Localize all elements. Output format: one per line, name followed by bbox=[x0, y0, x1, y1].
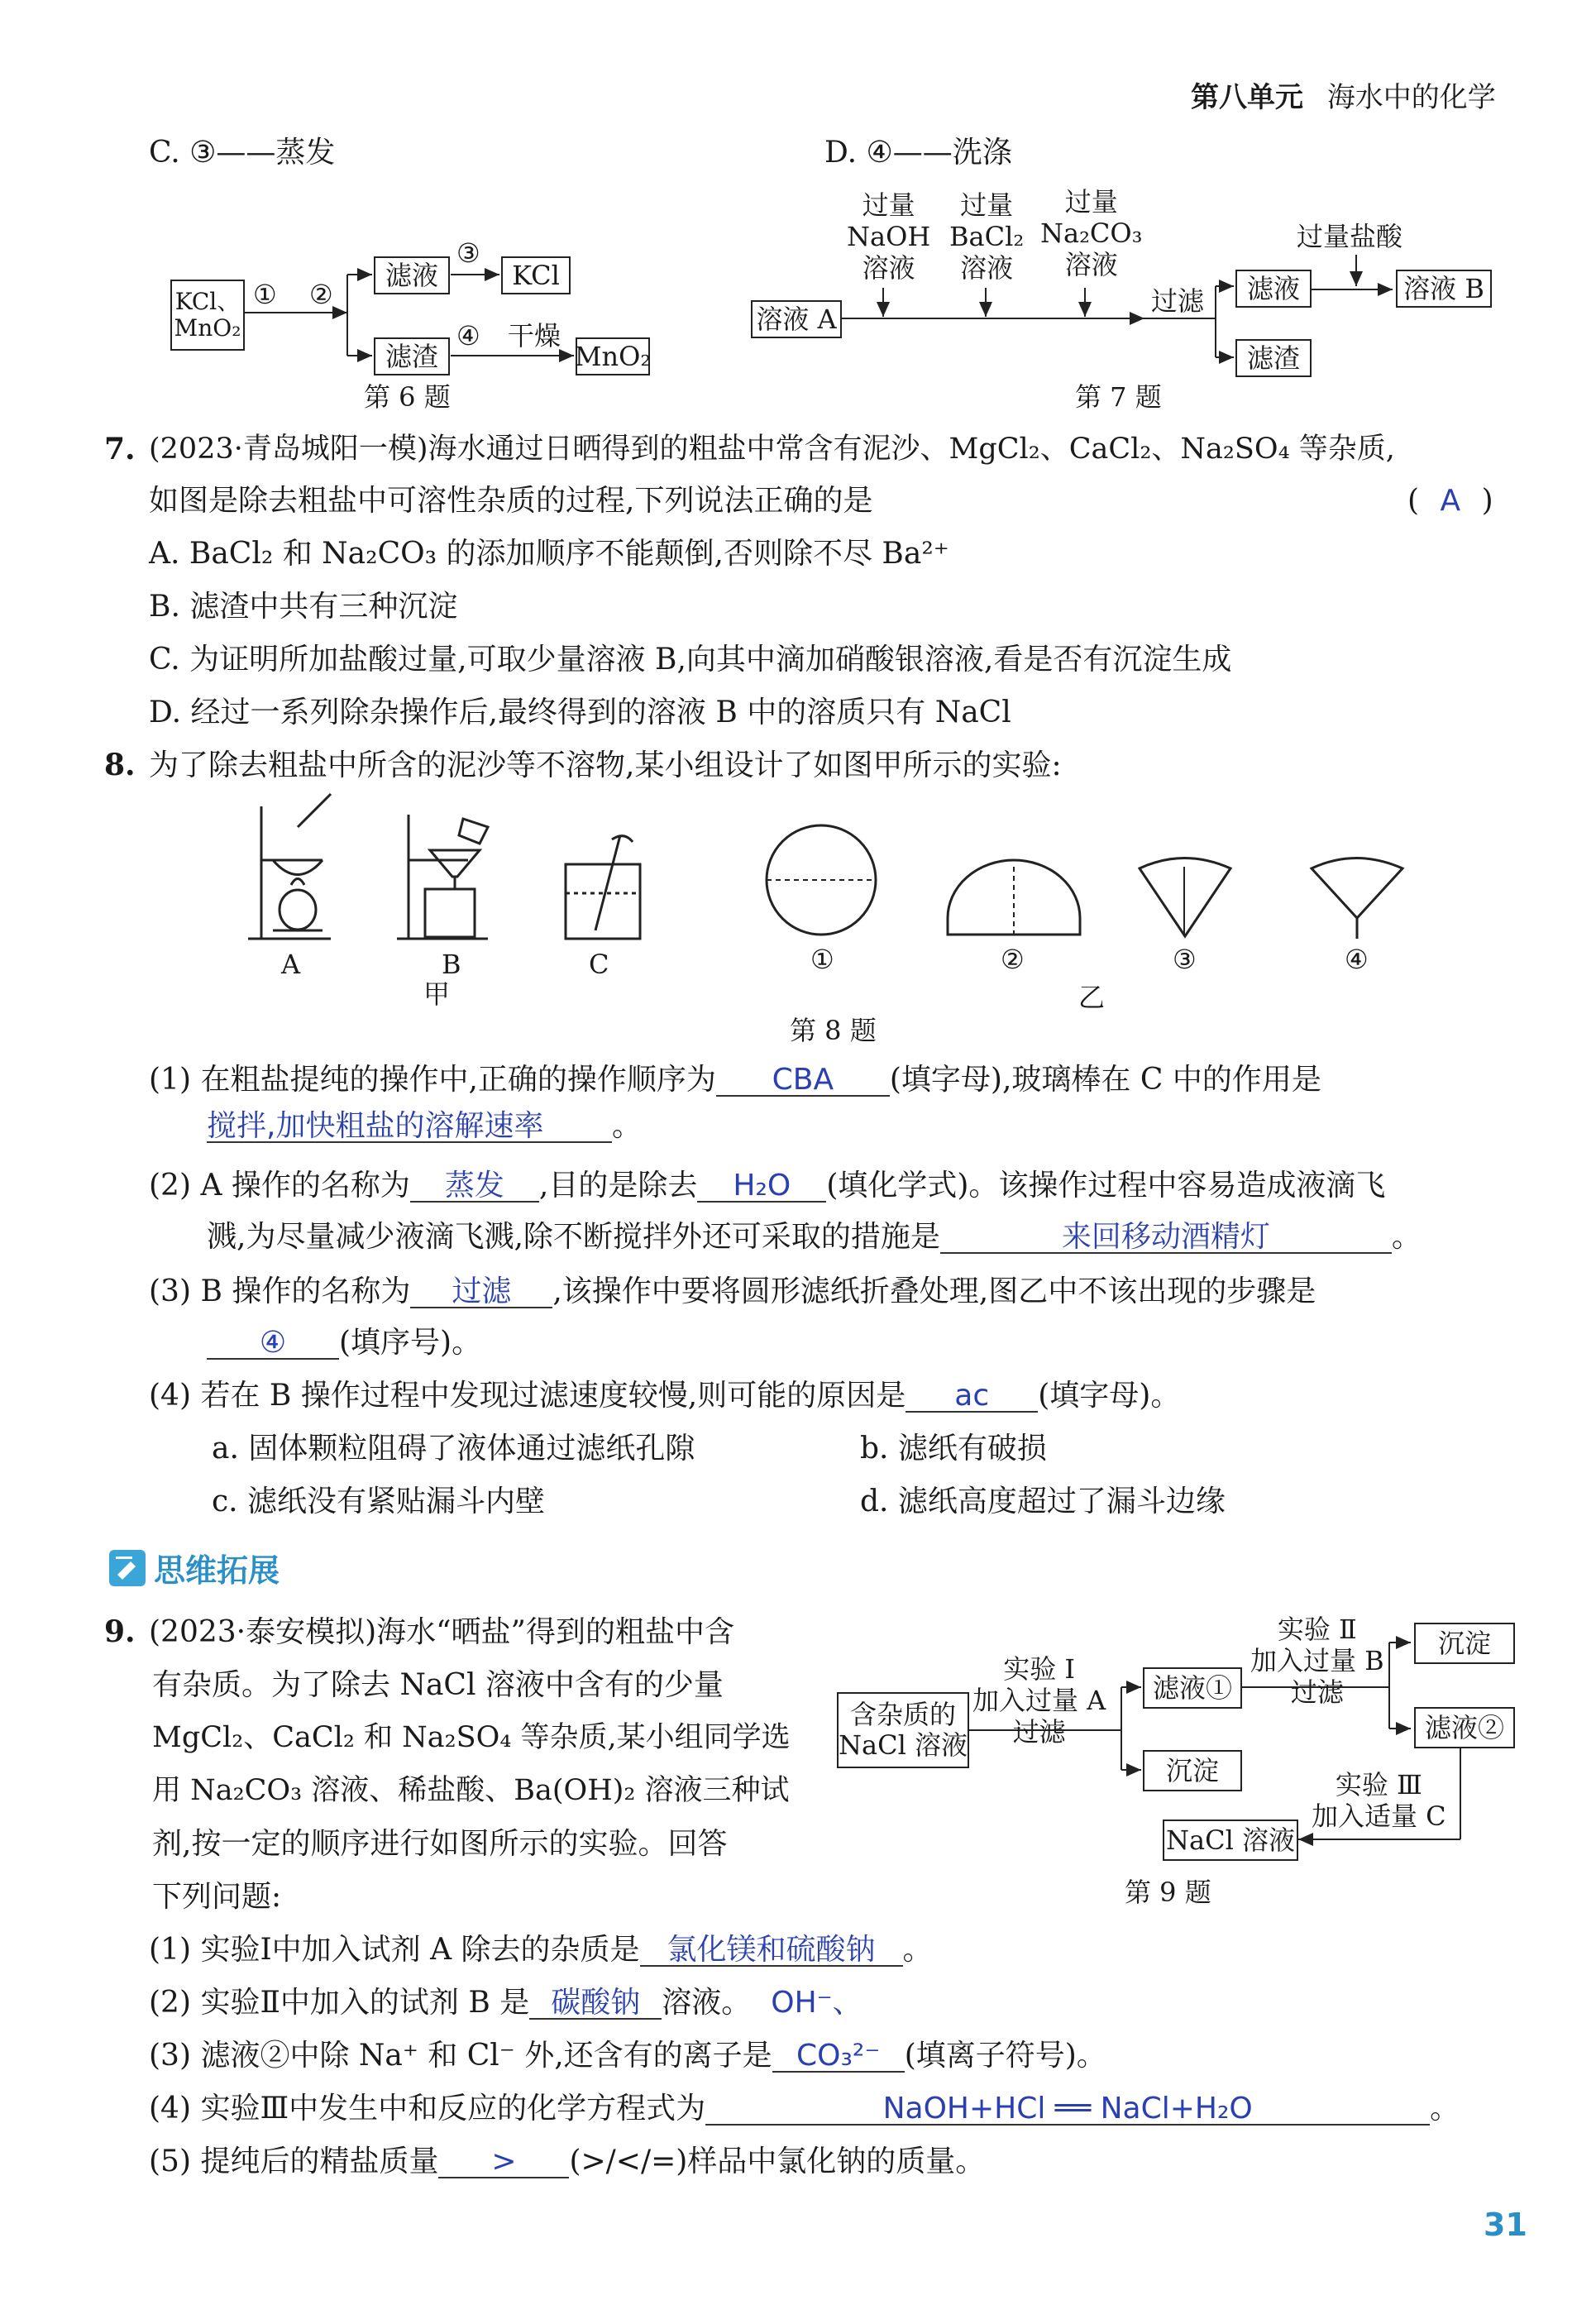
fig6-filtrate-box: 滤液 bbox=[374, 256, 450, 294]
q9-p5-text-a: (5) 提纯后的精盐质量 bbox=[149, 2145, 439, 2178]
fig9-exp1-line1: 实验 Ⅰ bbox=[1003, 1653, 1076, 1685]
fig8-label-jia: 甲 bbox=[423, 978, 451, 1010]
fig9-filtrate1-box: 滤液① bbox=[1143, 1667, 1242, 1709]
fig7-reagent2-line1: 过量 bbox=[960, 189, 1014, 221]
q8-p3-text-c: (填序号)。 bbox=[339, 1326, 482, 1360]
q9-part5 bbox=[149, 2144, 985, 2179]
q9-p4-answer: NaOH+HCl ══ NaCl+H₂O bbox=[882, 2092, 1253, 2126]
q7-option-b: B. 滤渣中共有三种沉淀 bbox=[149, 590, 458, 624]
section-title: 思维拓展 bbox=[154, 1552, 280, 1589]
fig7-reagent3-line1: 过量 bbox=[1064, 186, 1118, 218]
fig9-exp2-line1: 实验 Ⅱ bbox=[1277, 1614, 1357, 1645]
q9-p4-text: (4) 实验Ⅲ中发生中和反应的化学方程式为 bbox=[149, 2092, 706, 2126]
fig9-caption: 第 9 题 bbox=[1125, 1877, 1211, 1908]
fig6-step2: ② bbox=[309, 279, 333, 310]
q8-p2-answer1: 蒸发 bbox=[444, 1169, 504, 1203]
fig7-residue-box: 滤渣 bbox=[1235, 339, 1312, 377]
q9-stem-line4: 用 Na₂CO₃ 溶液、稀盐酸、Ba(OH)₂ 溶液三种试 bbox=[152, 1774, 790, 1807]
fig9-exp1-line3: 过滤 bbox=[1012, 1715, 1066, 1748]
q9-p5-text-b: (>/</=)样品中氯化钠的质量。 bbox=[569, 2145, 986, 2178]
fig8-step3: ③ bbox=[1173, 944, 1197, 975]
q8-p2-text-b: ,目的是除去 bbox=[538, 1169, 698, 1203]
q8-p2-end: 。 bbox=[1391, 1220, 1422, 1254]
q9-p3-answer: CO₃²⁻ bbox=[796, 2039, 881, 2073]
q7-stem-line2: 如图是除去粗盐中可溶性杂质的过程,下列说法正确的是 bbox=[149, 484, 873, 518]
q9-part4 bbox=[149, 2091, 1460, 2126]
q9-p3-blank bbox=[772, 2038, 905, 2073]
fig7-hcl: 过量盐酸 bbox=[1297, 221, 1403, 252]
q8-p4-text-a: (4) 若在 B 操作过程中发现过滤速度较慢,则可能的原因是 bbox=[149, 1379, 906, 1413]
fig9-precip2-box: 沉淀 bbox=[1414, 1623, 1515, 1664]
fig6-residue-box: 滤渣 bbox=[374, 337, 450, 375]
q8-p4-option-b: b. 滤纸有破损 bbox=[860, 1432, 1047, 1466]
fig8-label-yi: 乙 bbox=[1078, 982, 1106, 1013]
fig7-reagent1-line1: 过量 bbox=[862, 189, 915, 221]
unit-title: 海水中的化学 bbox=[1326, 81, 1496, 114]
fig7-solution-a-box: 溶液 A bbox=[751, 300, 842, 338]
fig6-step4: ④ bbox=[456, 320, 480, 351]
fig8-label-a: A bbox=[281, 949, 301, 980]
q9-part3 bbox=[149, 2038, 1106, 2073]
fig9-start-line2: NaCl 溶液 bbox=[839, 1729, 968, 1761]
fig8-step2: ② bbox=[1001, 944, 1025, 975]
q8-p1-answer1: CBA bbox=[772, 1063, 834, 1097]
q9-stem-line6: 下列问题: bbox=[152, 1880, 282, 1914]
fig9-exp3-line1: 实验 Ⅲ bbox=[1335, 1769, 1422, 1800]
q7-paren-left: ( bbox=[1407, 484, 1420, 518]
fig9-exp1-line2: 加入过量 A bbox=[972, 1684, 1106, 1716]
q8-number: 8. bbox=[104, 748, 136, 782]
q7-option-d: D. 经过一系列除杂操作后,最终得到的溶液 B 中的溶质只有 NaCl bbox=[149, 696, 1011, 729]
q9-p5-blank bbox=[438, 2144, 569, 2178]
q8-p1-text-b: (填字母),玻璃棒在 C 中的作用是 bbox=[889, 1063, 1321, 1097]
fig6-step1: ① bbox=[253, 279, 277, 310]
q9-part2 bbox=[149, 1985, 863, 2020]
q8-p4-text-b: (填字母)。 bbox=[1038, 1379, 1181, 1413]
fig8-caption: 第 8 题 bbox=[790, 1015, 877, 1046]
fig9-exp2 bbox=[1250, 1614, 1384, 1708]
q8-p1-text-a: (1) 在粗盐提纯的操作中,正确的操作顺序为 bbox=[149, 1063, 716, 1097]
fig7-reagent3-line2: Na₂CO₃ bbox=[1040, 217, 1143, 249]
q9-p2-text-b: 溶液。 bbox=[662, 1986, 752, 2020]
q7-option-c: C. 为证明所加盐酸过量,可取少量溶液 B,向其中滴加硝酸银溶液,看是否有沉淀生成 bbox=[149, 643, 1232, 677]
q8-p2-answer3: 来回移动酒精灯 bbox=[1061, 1220, 1270, 1254]
q9-stem-line1: (2023·泰安模拟)海水“晒盐”得到的粗盐中含 bbox=[149, 1615, 734, 1649]
fig8-step4: ④ bbox=[1345, 944, 1369, 975]
q8-stem: 为了除去粗盐中所含的泥沙等不溶物,某小组设计了如图甲所示的实验: bbox=[149, 748, 1062, 782]
fig7-solution-b-box: 溶液 B bbox=[1396, 270, 1492, 308]
q8-p2-text-a: (2) A 操作的名称为 bbox=[149, 1169, 410, 1203]
q7-option-a: A. BaCl₂ 和 Na₂CO₃ 的添加顺序不能颠倒,否则除不尽 Ba²⁺ bbox=[149, 537, 949, 571]
q7-number: 7. bbox=[104, 432, 136, 466]
fig8-step1: ① bbox=[810, 944, 834, 975]
fig6-step3: ③ bbox=[456, 237, 480, 269]
fig6-kcl-box: KCl bbox=[501, 256, 571, 294]
q9-p2-blank bbox=[529, 1985, 662, 2020]
q8-p4-option-d: d. 滤纸高度超过了漏斗边缘 bbox=[860, 1485, 1226, 1518]
q9-p3-text-b: (填离子符号)。 bbox=[904, 2039, 1106, 2073]
fig9-filtrate2-box: 滤液② bbox=[1414, 1707, 1515, 1748]
q8-p3-answer2: ④ bbox=[259, 1326, 287, 1360]
fig7-reagent1-line3: 溶液 bbox=[862, 251, 915, 284]
q7-stem-line1: (2023·青岛城阳一模)海水通过日晒得到的粗盐中常含有泥沙、MgCl₂、CaCl₂、Na₂SO₄ 等杂质, bbox=[149, 433, 1395, 466]
q9-p4-blank bbox=[705, 2091, 1430, 2126]
q9-stem-line5: 剂,按一定的顺序进行如图所示的实验。回答 bbox=[152, 1827, 728, 1861]
q8-p4-option-a: a. 固体颗粒阻碍了液体通过滤纸孔隙 bbox=[212, 1432, 695, 1466]
q9-p1-end: 。 bbox=[902, 1933, 933, 1967]
prev-option-d: D. ④——洗涤 bbox=[824, 136, 1012, 170]
fig7-filtrate-box: 滤液 bbox=[1235, 270, 1312, 308]
q9-part1 bbox=[149, 1932, 933, 1968]
q8-p2-text-d: 溅,为尽量减少液滴飞溅,除不断搅拌外还可采取的措施是 bbox=[207, 1220, 940, 1254]
q7-answer: A bbox=[1440, 484, 1461, 518]
q9-p1-text: (1) 实验Ⅰ中加入试剂 A 除去的杂质是 bbox=[149, 1933, 640, 1967]
q9-p1-answer: 氯化镁和硫酸钠 bbox=[667, 1933, 876, 1967]
fig9-exp1 bbox=[972, 1654, 1106, 1748]
q9-p1-blank bbox=[640, 1932, 903, 1967]
q8-p1-end: 。 bbox=[612, 1109, 643, 1143]
q8-p2-answer2: H₂O bbox=[733, 1169, 791, 1203]
q8-p1-answer2: 搅拌,加快粗盐的溶解速率 bbox=[207, 1109, 544, 1143]
fig7-reagent3-line3: 溶液 bbox=[1064, 248, 1118, 280]
fig9-nacl-box: NaCl 溶液 bbox=[1163, 1820, 1298, 1861]
fig6-dry: 干燥 bbox=[508, 320, 561, 351]
q9-p4-end: 。 bbox=[1430, 2092, 1460, 2126]
q9-number: 9. bbox=[104, 1614, 136, 1649]
q8-p4-answer: ac bbox=[954, 1379, 990, 1413]
fig9-exp3-line2: 加入适量 C bbox=[1312, 1800, 1446, 1832]
fig9-exp2-line3: 过滤 bbox=[1290, 1676, 1344, 1708]
q9-p3-answer-extra: OH⁻、 bbox=[771, 1986, 863, 2020]
fig6-mno2-box: MnO₂ bbox=[576, 337, 650, 375]
fig9-start-line1: 含杂质的 bbox=[849, 1699, 956, 1731]
q9-stem-line3: MgCl₂、CaCl₂ 和 Na₂SO₄ 等杂质,某小组同学选 bbox=[152, 1721, 791, 1754]
q8-p2-text-c: (填化学式)。该操作过程中容易造成液滴飞 bbox=[826, 1169, 1386, 1203]
q7-paren-right: ) bbox=[1481, 484, 1493, 518]
fig7-filter: 过滤 bbox=[1151, 285, 1205, 317]
fig9-exp2-line2: 加入过量 B bbox=[1250, 1644, 1384, 1676]
q9-stem-line2: 有杂质。为了除去 NaCl 溶液中含有的少量 bbox=[152, 1668, 724, 1702]
q9-p3-text-a: (3) 滤液②中除 Na⁺ 和 Cl⁻ 外,还含有的离子是 bbox=[149, 2039, 772, 2073]
q8-p3-text-b: ,该操作中要将圆形滤纸折叠处理,图乙中不该出现的步骤是 bbox=[552, 1274, 1316, 1308]
fig7-reagent2-line2: BaCl₂ bbox=[949, 220, 1025, 252]
q9-p5-answer: > bbox=[491, 2145, 517, 2178]
fig6-caption: 第 6 题 bbox=[364, 381, 451, 413]
fig7-reagent2-line3: 溶液 bbox=[960, 251, 1014, 284]
q8-p3-answer1: 过滤 bbox=[452, 1274, 512, 1308]
page-number: 31 bbox=[1484, 2207, 1527, 2243]
fig7-reagent1-line2: NaOH bbox=[847, 220, 931, 252]
fig7-caption: 第 7 题 bbox=[1075, 381, 1162, 413]
fig8-label-b: B bbox=[442, 949, 461, 980]
q9-p2-text-a: (2) 实验Ⅱ中加入的试剂 B 是 bbox=[149, 1986, 530, 2020]
fig9-start-box bbox=[837, 1692, 969, 1768]
unit-label: 第八单元 bbox=[1191, 81, 1303, 114]
q8-p4-option-c: c. 滤纸没有紧贴漏斗内壁 bbox=[212, 1485, 546, 1518]
q9-p2-answer: 碳酸钠 bbox=[551, 1986, 641, 2020]
q8-p3-text-a: (3) B 操作的名称为 bbox=[149, 1274, 411, 1308]
prev-option-c: C. ③——蒸发 bbox=[149, 136, 336, 170]
fig9-precip-box: 沉淀 bbox=[1143, 1750, 1242, 1791]
fig8-label-c: C bbox=[589, 949, 609, 980]
fig6-start-box: KCl、MnO₂ bbox=[170, 280, 245, 351]
fig9-exp3 bbox=[1312, 1770, 1446, 1833]
